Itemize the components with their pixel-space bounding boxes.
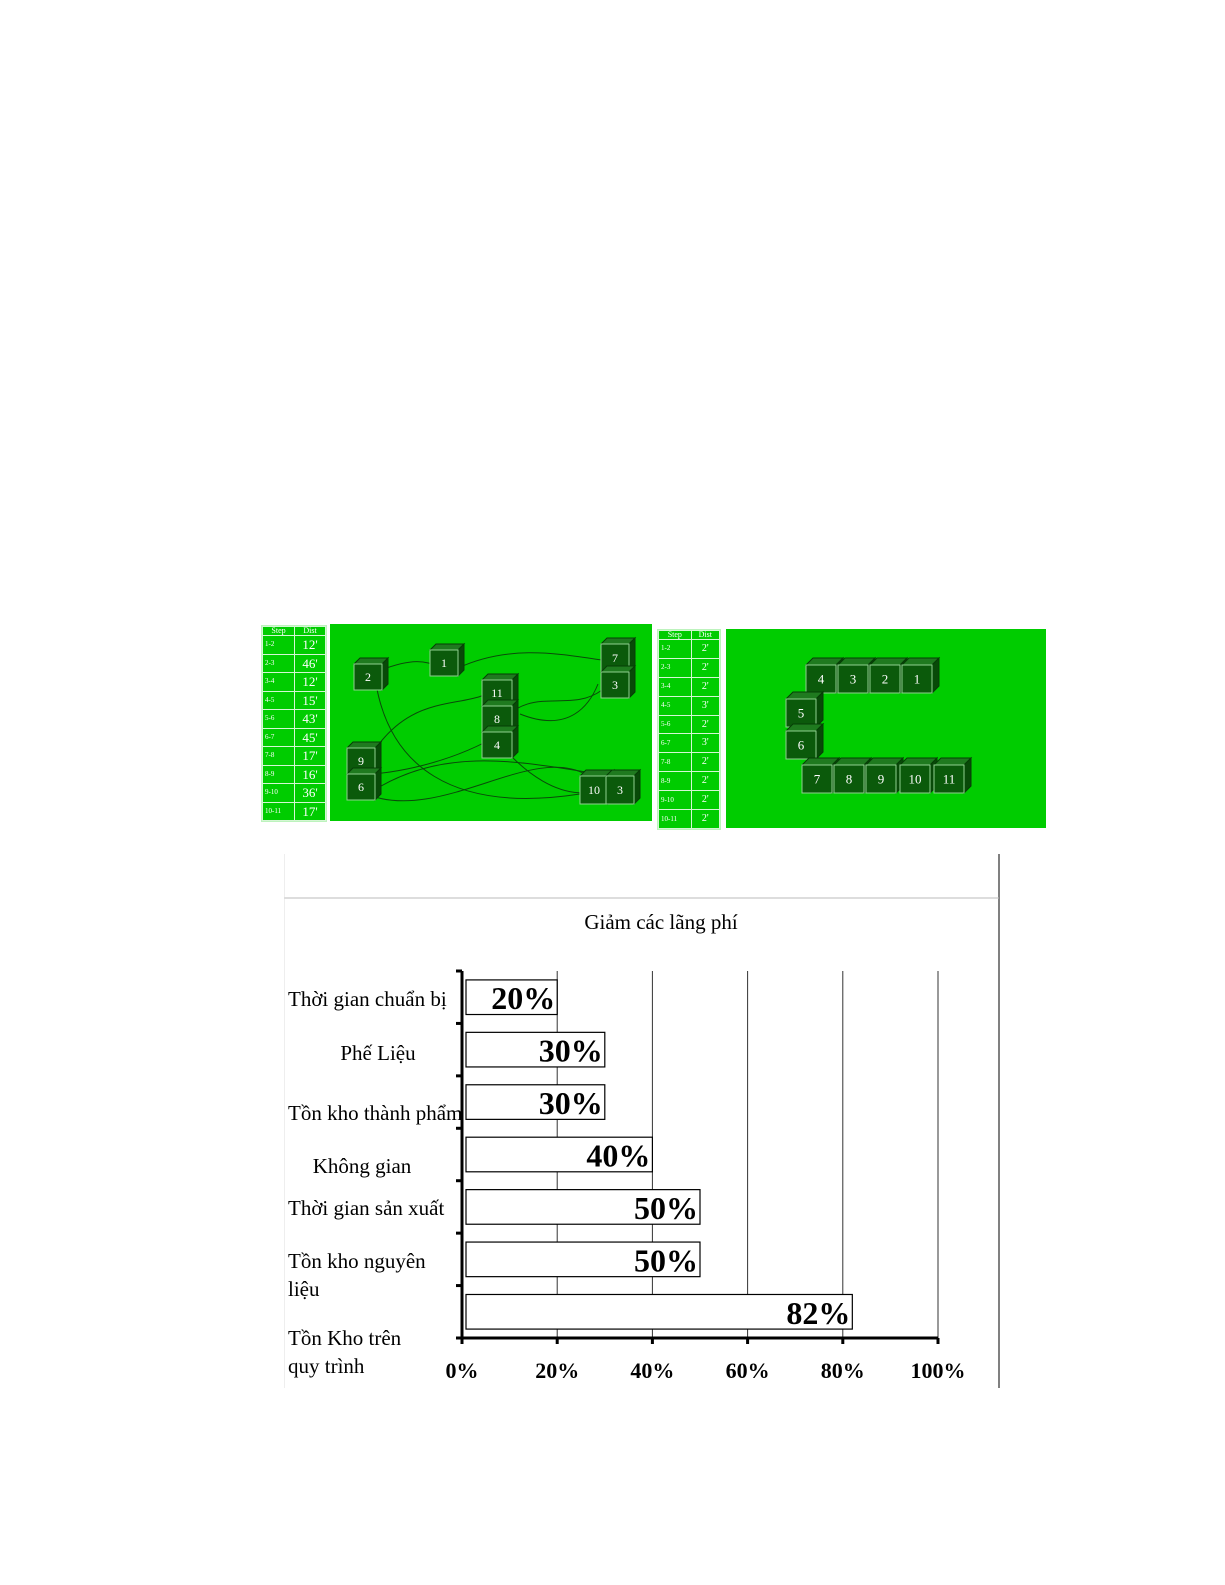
machine-label: 2 <box>365 670 371 685</box>
step-cell: 1-2 <box>659 640 692 659</box>
distance-cell: 17' <box>295 747 326 766</box>
before-layout-diagram <box>330 624 652 821</box>
flow-line <box>520 684 598 721</box>
step-cell: 4-5 <box>263 691 295 710</box>
machine-label: 4 <box>494 738 500 753</box>
machine-label: 11 <box>942 771 956 787</box>
step-cell: 5-6 <box>659 715 692 734</box>
machine-box <box>347 768 381 800</box>
machine-label: 2 <box>881 671 889 687</box>
distance-cell: 2' <box>691 810 719 829</box>
machine-label: 7 <box>813 771 821 787</box>
machine-label: 10 <box>908 771 922 787</box>
step-cell: 3-4 <box>659 677 692 696</box>
before-distance-table <box>261 625 327 822</box>
distance-cell: 46' <box>295 654 326 673</box>
category-label: Tồn kho thành phẩm <box>288 1101 463 1125</box>
distance-cell: 12' <box>295 636 326 655</box>
machine-label: 8 <box>494 712 500 727</box>
step-cell: 10-11 <box>659 810 692 829</box>
table-header-row <box>263 627 326 636</box>
table-row <box>263 784 326 803</box>
x-tick-label: 60% <box>725 1358 770 1383</box>
after-distance-table <box>657 629 721 830</box>
machine-label: 6 <box>797 737 805 753</box>
step-cell: 5-6 <box>263 710 295 729</box>
distance-cell: 2' <box>691 715 719 734</box>
machine-box <box>902 658 939 693</box>
table-header-row <box>659 631 720 640</box>
machine-box <box>601 666 635 698</box>
distance-cell: 2' <box>691 753 719 772</box>
step-cell: 7-8 <box>659 753 692 772</box>
x-tick-label: 40% <box>630 1358 675 1383</box>
x-tick-label: 20% <box>535 1358 580 1383</box>
distance-cell: 45' <box>295 728 326 747</box>
distance-cell: 12' <box>295 673 326 692</box>
table-row <box>659 677 720 696</box>
table-row <box>263 636 326 655</box>
distance-cell: 15' <box>295 691 326 710</box>
machine-box <box>870 658 907 693</box>
category-label: Tồn kho nguyên <box>288 1249 426 1273</box>
data-label: 82% <box>786 1294 851 1331</box>
machine-label: 9 <box>877 771 885 787</box>
machine-label: 3 <box>612 678 618 693</box>
machine-label: 1 <box>441 656 447 671</box>
machine-label: 9 <box>358 754 364 769</box>
flow-line <box>366 734 500 774</box>
machine-label: 6 <box>358 780 364 795</box>
data-label: 30% <box>538 1032 603 1069</box>
table-header-dist: Dist <box>691 631 719 640</box>
chart-title: Giảm các lãng phí <box>584 910 738 934</box>
step-cell: 3-4 <box>263 673 295 692</box>
table-row <box>659 640 720 659</box>
distance-cell: 16' <box>295 765 326 784</box>
table-row <box>659 753 720 772</box>
after-layout-diagram <box>726 629 1046 828</box>
category-label: Thời gian sản xuất <box>288 1196 445 1220</box>
table-header-step: Step <box>659 631 692 640</box>
machine-box <box>838 658 875 693</box>
step-cell: 4-5 <box>659 696 692 715</box>
step-cell: 2-3 <box>659 658 692 677</box>
step-cell: 10-11 <box>263 802 295 821</box>
machine-label: 7 <box>612 651 618 666</box>
flow-line <box>376 761 600 789</box>
machine-box <box>900 758 937 793</box>
table-row <box>263 673 326 692</box>
machine-box <box>834 758 871 793</box>
category-label: Thời gian chuẩn bị <box>288 987 447 1011</box>
table-row <box>263 765 326 784</box>
table-header-step: Step <box>263 627 295 636</box>
x-tick-label: 0% <box>445 1358 479 1383</box>
waste-reduction-chart <box>284 854 1000 1388</box>
step-cell: 6-7 <box>659 734 692 753</box>
before-layout-panel <box>330 624 652 821</box>
distance-cell: 3' <box>691 696 719 715</box>
distance-cell: 2' <box>691 791 719 810</box>
machine-box <box>354 658 388 690</box>
after-layout-panel <box>726 629 1046 828</box>
table-row <box>659 715 720 734</box>
machine-box <box>606 770 640 804</box>
distance-cell: 2' <box>691 677 719 696</box>
machine-label: 10 <box>588 783 600 798</box>
flow-line <box>366 767 585 801</box>
machine-label: 4 <box>817 671 825 687</box>
machine-label: 3 <box>849 671 857 687</box>
distance-cell: 2' <box>691 658 719 677</box>
data-label: 30% <box>538 1085 603 1122</box>
step-cell: 6-7 <box>263 728 295 747</box>
table-row <box>263 710 326 729</box>
table-row <box>263 802 326 821</box>
category-label: Tồn Kho trên <box>288 1326 402 1350</box>
machine-box <box>934 758 971 793</box>
step-cell: 8-9 <box>263 765 295 784</box>
machine-label: 1 <box>913 671 921 687</box>
table-header-dist: Dist <box>295 627 326 636</box>
distance-cell: 2' <box>691 640 719 659</box>
table-row <box>263 747 326 766</box>
table-row <box>659 772 720 791</box>
data-label: 20% <box>491 980 556 1017</box>
table-row <box>263 654 326 673</box>
machine-label: 8 <box>845 771 853 787</box>
table-row <box>659 658 720 677</box>
step-cell: 7-8 <box>263 747 295 766</box>
flow-line <box>458 653 602 668</box>
step-cell: 9-10 <box>263 784 295 803</box>
flow-line <box>366 686 498 764</box>
machine-box <box>786 724 823 759</box>
distance-cell: 2' <box>691 772 719 791</box>
category-label: Phế Liệu <box>340 1041 416 1065</box>
machine-box <box>430 644 464 676</box>
distance-cell: 43' <box>295 710 326 729</box>
step-cell: 2-3 <box>263 654 295 673</box>
step-cell: 9-10 <box>659 791 692 810</box>
data-label: 50% <box>634 1189 698 1226</box>
table-row <box>659 696 720 715</box>
category-label: liệu <box>288 1277 320 1301</box>
machine-box <box>482 726 518 758</box>
distance-cell: 3' <box>691 734 719 753</box>
machine-box <box>802 758 839 793</box>
x-tick-label: 80% <box>820 1358 865 1383</box>
table-row <box>263 691 326 710</box>
table-row <box>659 734 720 753</box>
chart-svg <box>284 854 1000 1388</box>
table-row <box>263 728 326 747</box>
distance-cell: 17' <box>295 802 326 821</box>
machine-label: 3 <box>617 783 623 798</box>
data-label: 50% <box>634 1242 698 1279</box>
machine-box <box>806 658 843 693</box>
category-label: quy trình <box>288 1354 365 1378</box>
data-label: 40% <box>586 1137 651 1174</box>
table-row <box>659 810 720 829</box>
x-tick-label: 100% <box>910 1358 966 1383</box>
machine-label: 11 <box>491 686 503 701</box>
step-cell: 8-9 <box>659 772 692 791</box>
category-label: Không gian <box>312 1154 412 1178</box>
machine-box <box>786 692 823 727</box>
step-cell: 1-2 <box>263 636 295 655</box>
table-row <box>659 791 720 810</box>
machine-label: 5 <box>797 705 805 721</box>
distance-cell: 36' <box>295 784 326 803</box>
machine-box <box>866 758 903 793</box>
